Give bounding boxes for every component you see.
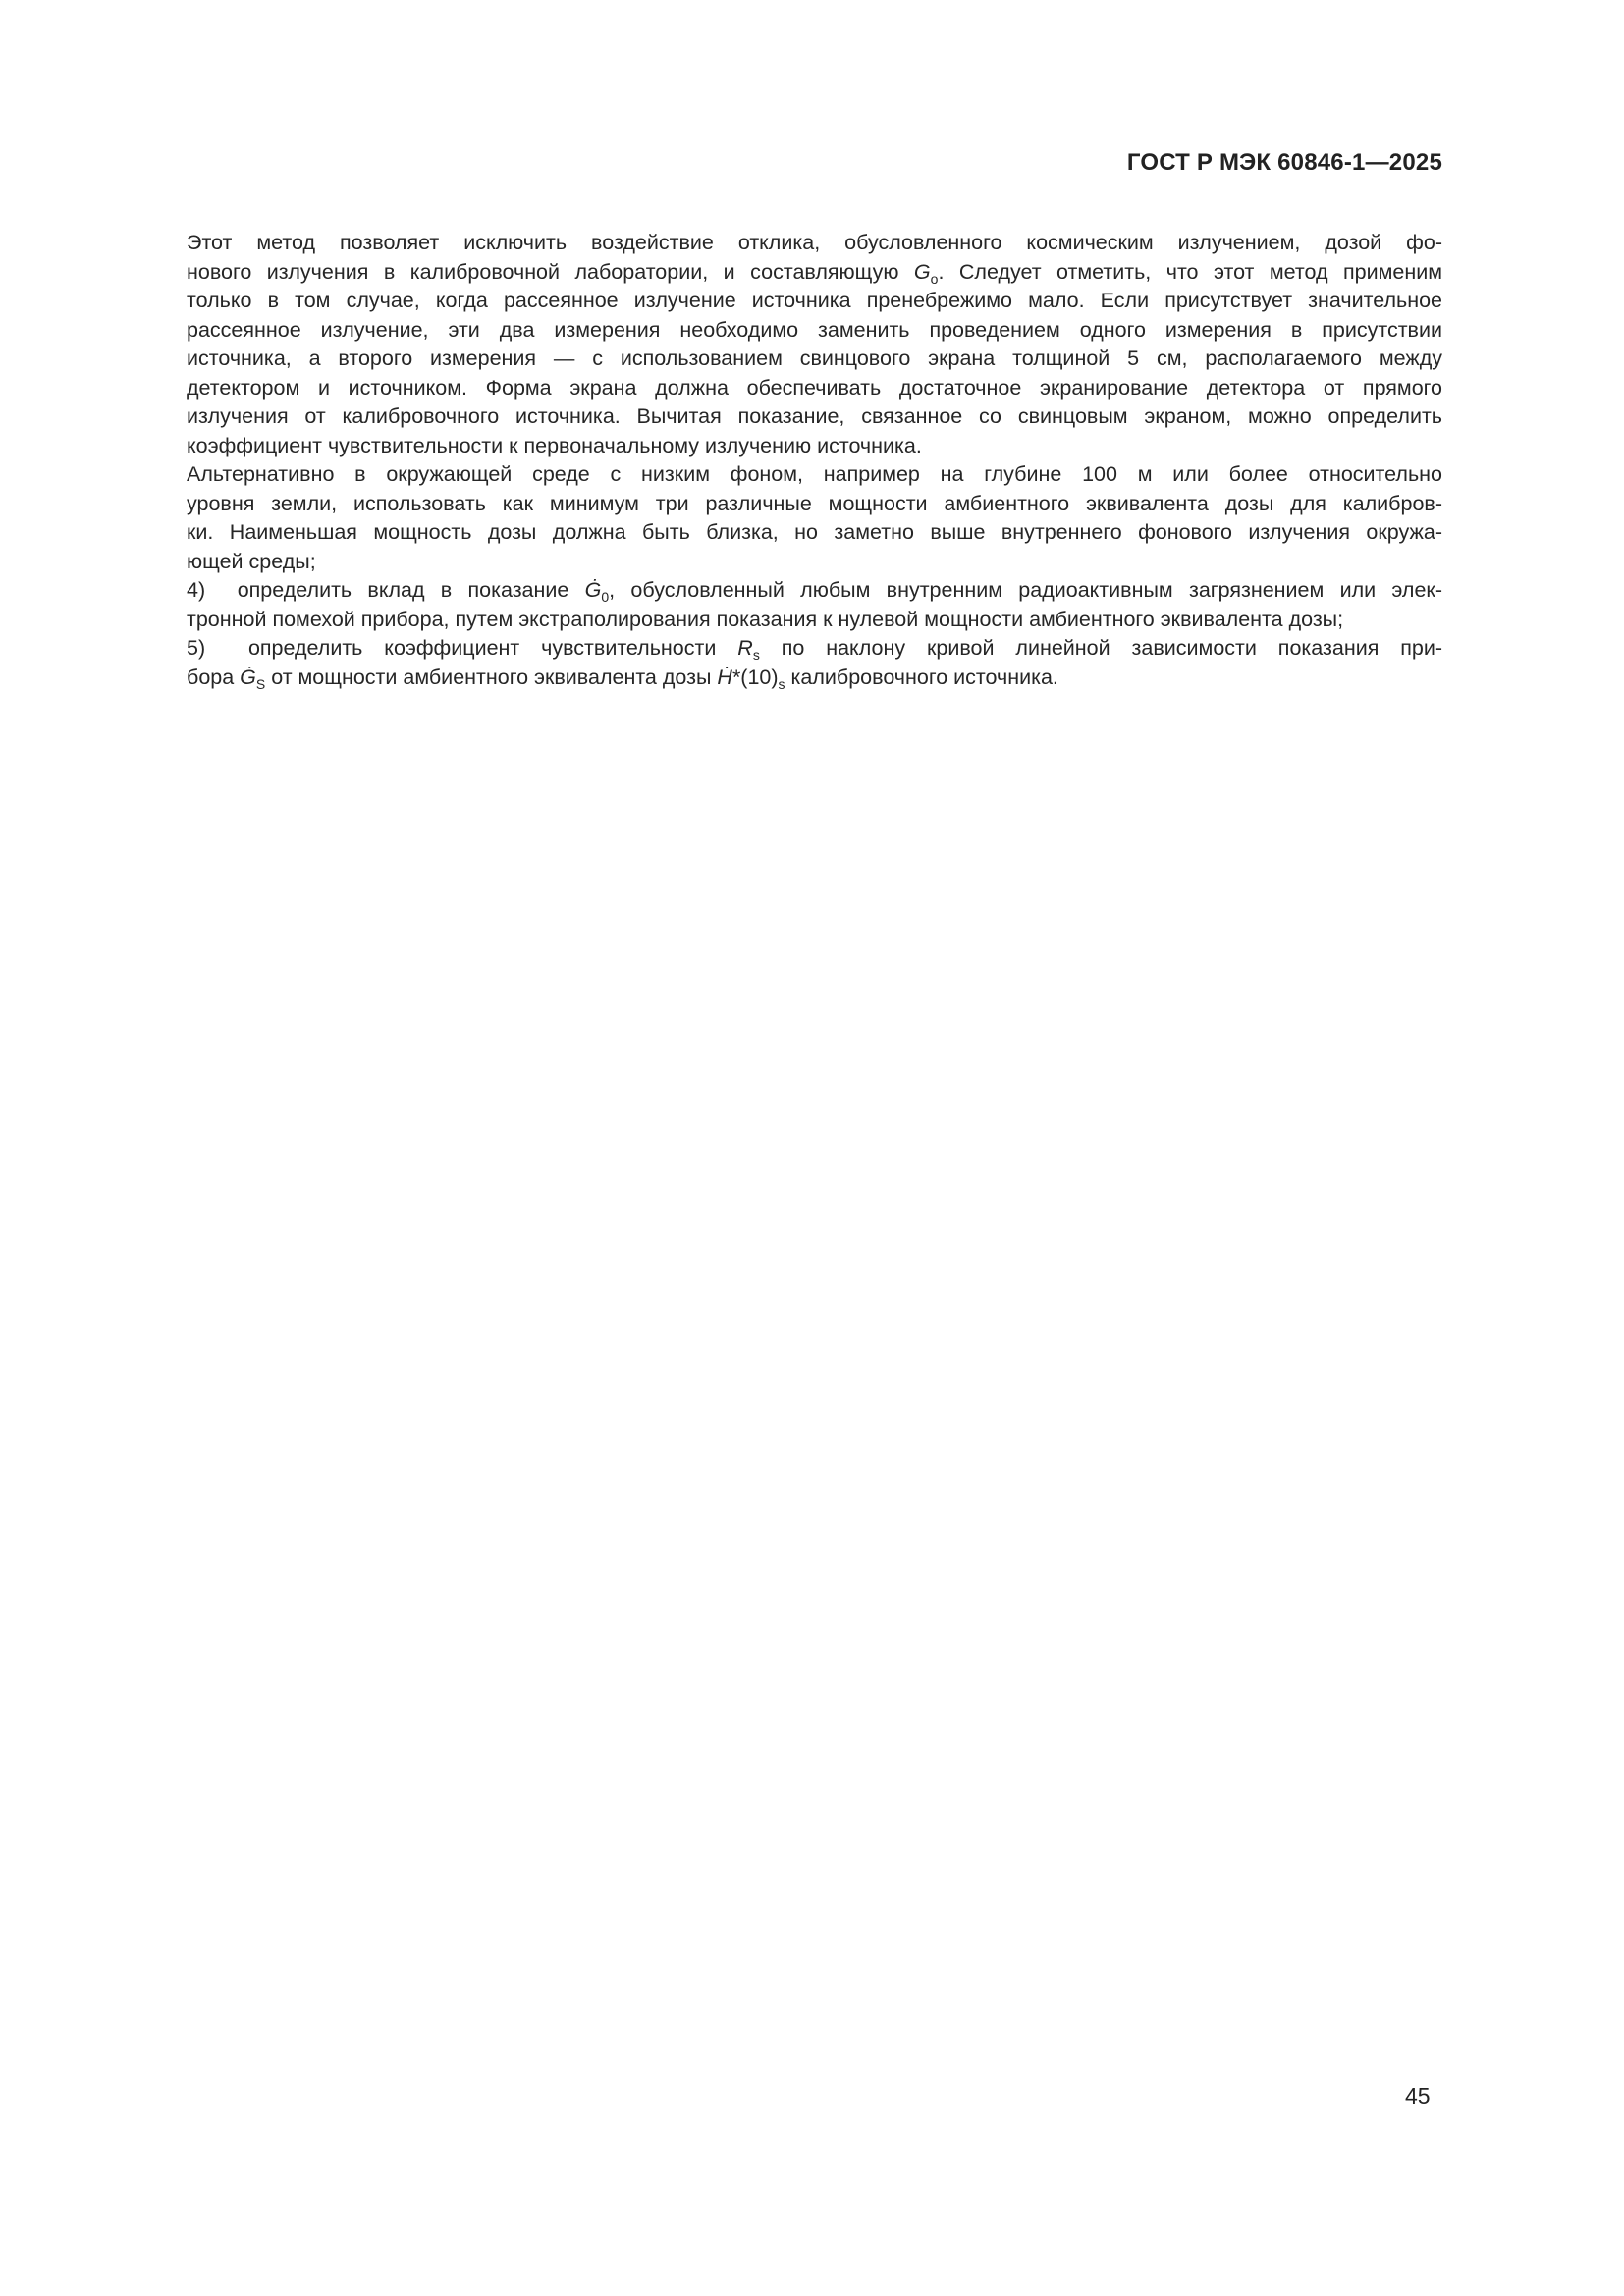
list-item-5 — [138, 634, 1442, 692]
subscript: o — [930, 270, 939, 287]
subscript: s — [752, 647, 760, 663]
text-line: коэффициент чувствительности к первоначальному излучению источника. — [187, 433, 922, 457]
text-line: тронной помехой прибора, путем экстраполирования показания к нулевой мощности амбиентного эквивалента дозы; — [187, 607, 1344, 631]
text-fragment: *(10) — [731, 665, 779, 689]
text-line: Альтернативно в окружающей среде с низким фоном, например на глубине 100 м или более относительно — [187, 462, 1442, 486]
text-line — [138, 634, 1442, 664]
text-fragment: от мощности амбиентного эквивалента дозы — [265, 665, 718, 689]
subscript: S — [255, 675, 266, 692]
text-fragment: по наклону кривой линейной зависимости показания при- — [759, 636, 1443, 660]
symbol-r: R — [737, 636, 753, 660]
page-number: 45 — [1405, 2083, 1431, 2109]
text-line — [138, 576, 1442, 606]
text-fragment: , обусловленный любым внутренним радиоактивным загрязнением или элек- — [609, 578, 1442, 602]
text-line: источника, а второго измерения — с использованием свинцового экрана толщиной 5 см, располагаемого между — [187, 347, 1442, 370]
list-item-4 — [138, 576, 1442, 634]
text-line: ющей среды; — [187, 549, 316, 573]
text-fragment: нового излучения в калибровочной лаборатории, и составляющую — [187, 259, 914, 284]
text-line: рассеянное излучение, эти два измерения необходимо заменить проведением одного измерения в присутствии — [187, 317, 1442, 342]
text-fragment: определить коэффициент чувствительности — [247, 636, 738, 660]
text-fragment: калибровочного источника. — [785, 665, 1058, 689]
text-line: уровня земли, использовать как минимум три различные мощности амбиентного эквивалента дозы для калибров- — [187, 491, 1442, 515]
symbol-h-dot: Ḣ — [717, 665, 732, 689]
symbol-g-dot: Ġ — [584, 578, 602, 602]
text-line: детектором и источником. Форма экрана должна обеспечивать достаточное экранирование детектора от прямого — [187, 375, 1442, 400]
paragraph-method-description — [138, 229, 1442, 460]
document-header-standard-id: ГОСТ Р МЭК 60846-1—2025 — [1126, 149, 1442, 176]
subscript: 0 — [601, 589, 610, 605]
symbol-g-dot: Ġ — [240, 665, 256, 689]
text-line: Этот метод позволяет исключить воздействие отклика, обусловленного космическим излучением, дозой фо- — [187, 231, 1442, 254]
text-line: излучения от калибровочного источника. Вычитая показание, связанное со свинцовым экраном, можно определить — [187, 404, 1442, 428]
text-fragment: бора — [187, 665, 241, 689]
paragraph-alternative-method — [138, 460, 1442, 576]
text-fragment: . Следует отметить, что этот метод применим — [938, 259, 1442, 284]
symbol-g: G — [913, 259, 931, 284]
document-body — [138, 229, 1442, 692]
text-fragment: определить вклад в показание — [237, 578, 585, 602]
text-line: ки. Наименьшая мощность дозы должна быть близка, но заметно выше внутреннего фонового излучения окружа- — [187, 520, 1442, 544]
text-line — [138, 664, 1442, 693]
text-line — [138, 258, 1442, 288]
item-number: 5) — [187, 636, 206, 660]
item-number: 4) — [187, 578, 206, 602]
subscript: s — [778, 675, 785, 692]
text-line: только в том случае, когда рассеянное излучение источника пренебрежимо мало. Если присутствует значительное — [187, 289, 1442, 312]
